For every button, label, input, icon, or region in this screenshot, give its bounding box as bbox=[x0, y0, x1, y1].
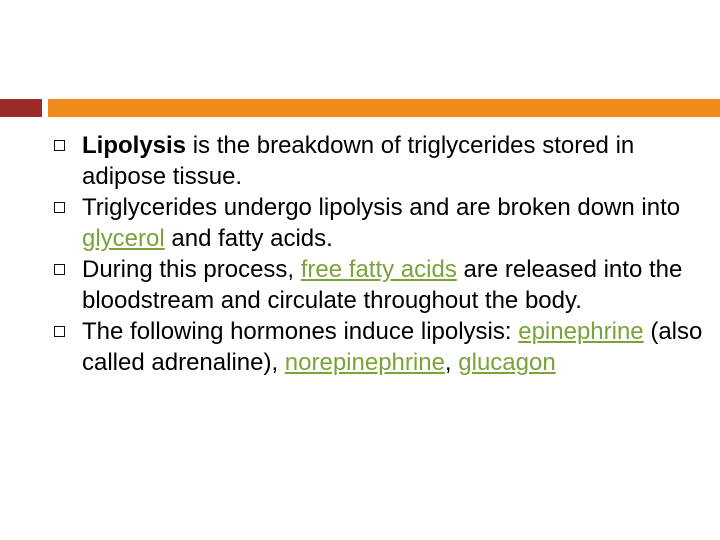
bullet-text: The following hormones induce lipolysis: bbox=[82, 318, 519, 345]
bullet-text: , bbox=[444, 349, 459, 376]
bullet-item-triglycerides bbox=[48, 192, 708, 254]
bullet-item-process bbox=[48, 254, 708, 316]
bullet-text: (also called adrenaline), bbox=[82, 318, 703, 376]
link-glycerol[interactable]: glycerol bbox=[82, 225, 165, 252]
bullet-list bbox=[48, 130, 708, 378]
bullet-text: During this process, bbox=[82, 256, 301, 283]
bullet-item-lipolysis bbox=[48, 130, 708, 192]
title-bar-accent-left bbox=[0, 99, 42, 117]
link-norepinephrine[interactable]: norepinephrine bbox=[284, 349, 445, 376]
bullet-text: and fatty acids. bbox=[164, 225, 333, 252]
bullet-text: are released into the bloodstream and circulate throughout the body. bbox=[82, 256, 683, 314]
hollow-square-icon bbox=[54, 140, 65, 151]
hollow-square-icon bbox=[54, 326, 65, 337]
link-epinephrine[interactable]: epinephrine bbox=[518, 318, 644, 345]
bullet-item-hormones bbox=[48, 316, 708, 378]
hollow-square-icon bbox=[54, 264, 65, 275]
bullet-text: is the breakdown of triglycerides stored in adipose tissue. bbox=[82, 132, 635, 190]
bullet-text: Triglycerides undergo lipolysis and are broken down into bbox=[82, 194, 681, 221]
title-bar-accent-right bbox=[48, 99, 720, 117]
link-glucagon[interactable]: glucagon bbox=[458, 349, 556, 376]
hollow-square-icon bbox=[54, 202, 65, 213]
link-free-fatty-acids[interactable]: free fatty acids bbox=[300, 256, 457, 283]
term-lipolysis: Lipolysis bbox=[82, 132, 187, 159]
